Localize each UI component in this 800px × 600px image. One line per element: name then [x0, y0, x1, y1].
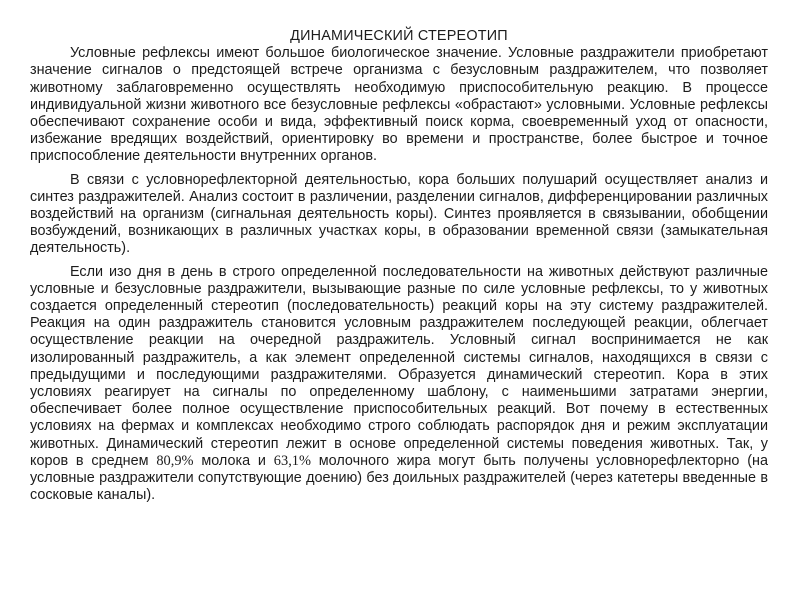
document-page: [30, 28, 768, 510]
paragraph-2: В связи с условнорефлекторной деятельностью, кора больших полушарий осуществляет анализ и синтез раздражителей. Анализ состоит в различении, разделении сигналов, дифференцировании различных воздействий на организм (сигнальная деятельность коры). Синтез проявляется в связывании, обобщении возбуждений, возникающих в различных участках коры, в образовании временной связи (замыкательная деятельность).: [30, 171, 768, 257]
paragraph-3-text-b: молока и: [193, 452, 274, 469]
paragraph-3: [30, 264, 768, 505]
paragraph-3-text-c: молочного жира могут быть получены условнорефлекторно (на условные раздражители сопутствующие доению) без доильных раздражителей (через катетеры введенные в сосковые каналы).: [30, 452, 768, 504]
milk-fat-percentage: 63,1%: [273, 452, 311, 469]
paragraph-3-text-a: Если изо дня в день в строго определенной последовательности на животных действуют различные условные и безусловные раздражители, вызывающие разные по силе условные рефлексы, то у животных создается определенный стереотип (последовательность) реакций коры на эту систему раздражителей. Реакция на один раздражитель становится условным раздражителем последующей реакции, облегчает осуществление реакции на очередной раздражитель. Условный сигнал воспринимается не как изолированный раздражитель, а как элемент определенной системы сигналов, находящихся в связи с предыдущими и последующими раздражителями. Образуется динамический стереотип. Кора в этих условиях реагирует на сигналы по определенному шаблону, с наименьшими затратами энергии, обеспечивает более полное осуществление приспособительных реакций. Вот почему в естественных условиях на фермах и комплексах необходимо строго соблюдать распорядок дня и режим эксплуатации животных. Динамический стереотип лежит в основе определенной системы поведения животных. Так, у коров в среднем: [30, 263, 768, 469]
milk-percentage: 80,9%: [156, 452, 194, 469]
document-title: ДИНАМИЧЕСКИЙ СТЕРЕОТИП: [290, 28, 508, 44]
paragraph-1: Условные рефлексы имеют большое биологическое значение. Условные раздражители приобретают значение сигналов о предстоящей встрече организма с безусловным раздражителем, что позволяет животному заблаговременно осуществлять необходимую приспособительную реакцию. В процессе индивидуальной жизни животного все безусловные рефлексы «обрастают» условными. Условные рефлексы обеспечивают сохранение особи и вида, эффективный поиск корма, своевременный уход от опасности, избежание вредящих воздействий, ориентировку во времени и пространстве, более быстрое и точное приспособление деятельности внутренних органов.: [30, 45, 768, 165]
